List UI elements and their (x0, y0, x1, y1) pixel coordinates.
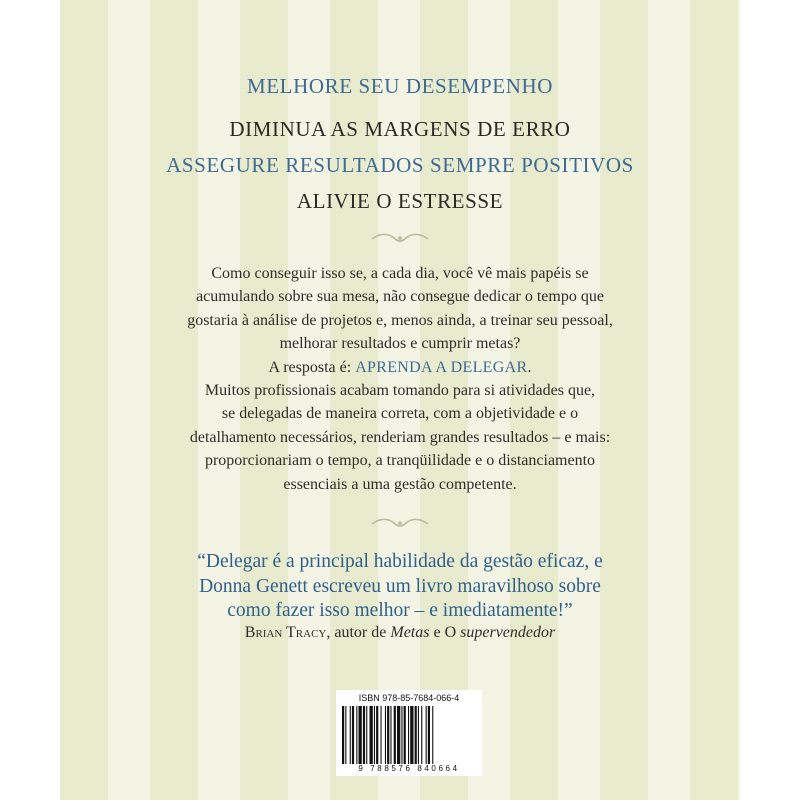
intro-line: melhorar resultados e cumprir metas? (279, 335, 521, 353)
isbn-digits: 9 788576 840664 (358, 764, 460, 773)
book-back-cover (60, 0, 740, 800)
quote-line: Donna Genett escreveu um livro maravilhoso sobre (199, 575, 601, 597)
attribution-conj: e (429, 624, 445, 641)
intro-line: proporcionariam o tempo, a tranqüilidade e o distanciamento (204, 452, 596, 470)
flourish-ornament-icon (370, 516, 430, 530)
isbn-label: ISBN 978-85-7684-066-4 (358, 693, 460, 703)
intro-line: se delegadas de maneira correta, com a objetividade e o (221, 405, 579, 423)
headline-4: ALIVIE O ESTRESSE (296, 189, 504, 213)
intro-line: gostaria à análise de projetos e, menos ainda, a treinar seu pessoal, (187, 311, 613, 329)
attribution-book-1: Metas (390, 624, 430, 641)
answer-prefix: A resposta é: (268, 358, 356, 376)
attribution-middle: , autor de (326, 624, 391, 641)
testimonial-quote (100, 550, 700, 624)
attribution-book-2: supervendedor (460, 624, 556, 641)
attribution-author: Brian Tracy (244, 624, 327, 641)
quote-line: “Delegar é a principal habilidade da gestão eficaz, e (197, 551, 603, 572)
flourish-ornament-icon (370, 231, 430, 245)
quote-line: como fazer isso melhor – e imediatamente!” (227, 600, 573, 621)
intro-line: detalhamento necessários, renderiam grandes resultados – e mais: (189, 428, 611, 446)
intro-line: Muitos profissionais acabam tomando para si atividades que, (204, 382, 596, 400)
intro-answer (100, 356, 700, 379)
isbn-barcode-box (336, 690, 482, 776)
headline-2: DIMINUA AS MARGENS DE ERRO (229, 117, 571, 141)
intro-line: Como conseguir isso se, a cada dia, você vê mais papéis se (211, 265, 589, 282)
barcode-icon (340, 706, 478, 764)
answer-highlight: APRENDA A DELEGAR (355, 358, 528, 376)
headline-1: MELHORE SEU DESEMPENHO (246, 74, 554, 98)
attribution-book-2-prefix: O (444, 624, 461, 641)
quote-attribution (100, 624, 700, 642)
intro-line: acumulando sobre sua mesa, não consegue dedicar o tempo que (196, 288, 604, 306)
intro-line: essenciais a uma gestão competente. (283, 475, 517, 493)
answer-suffix: . (527, 358, 532, 376)
headline-3: ASSEGURE RESULTADOS SEMPRE POSITIVOS (166, 153, 634, 177)
intro-text (100, 262, 700, 496)
